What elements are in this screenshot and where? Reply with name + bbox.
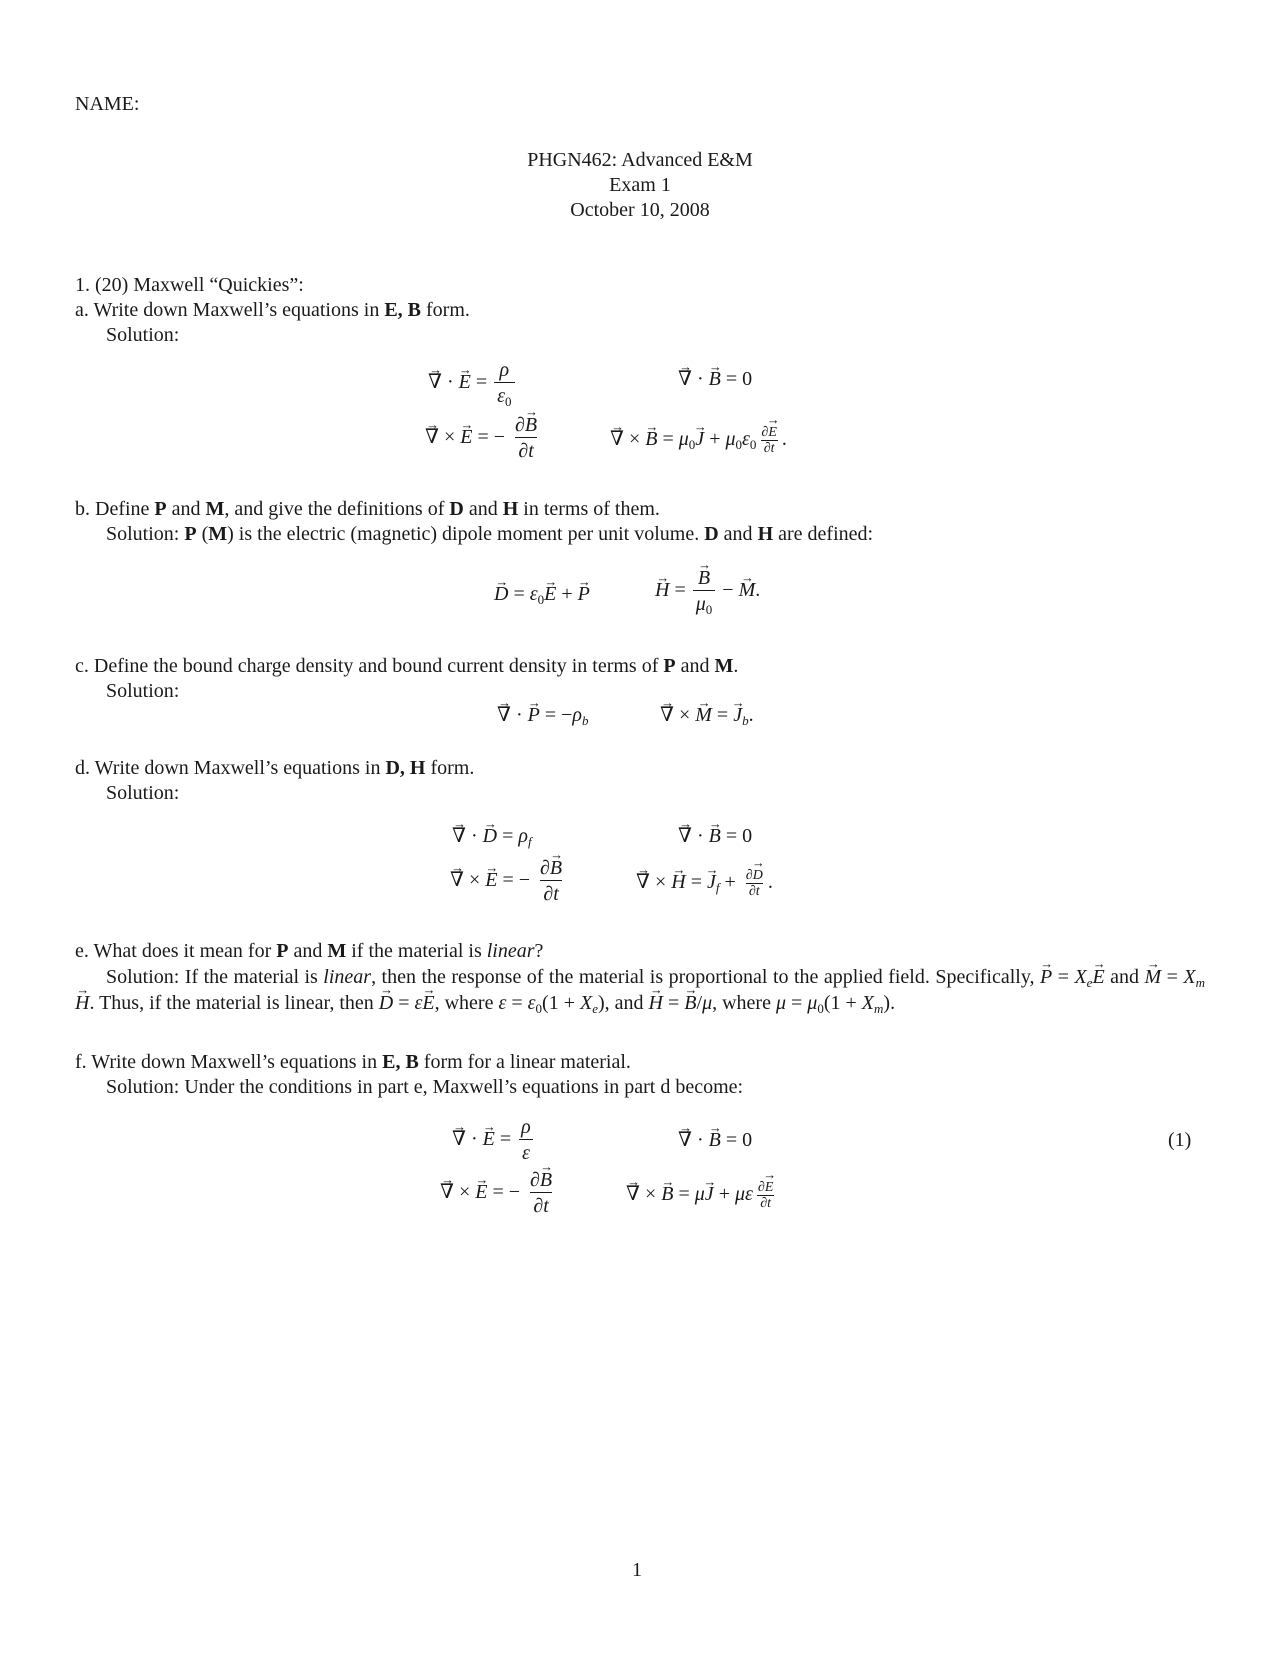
page-number: 1 (632, 1559, 642, 1581)
eq-gauss-b-2: → ∇ · → B = 0 (678, 824, 752, 849)
exam-title: Exam 1 (609, 174, 671, 196)
eq-gauss-e-linear: → ∇ · → E = $\frac{\rho}{\varepsilon}$ (452, 1115, 536, 1166)
equation-number: (1) (1168, 1129, 1192, 1151)
part-f-solution: Solution: Under the conditions in part e, Maxwell’s equations in part d become: (106, 1076, 744, 1098)
eq-faraday-linear: → ∇ × → E = − $\frac{\partial\to B}{\partial t}$ (440, 1168, 557, 1219)
eq-faraday-2: → ∇ × → E = − $\frac{\partial\to B}{\partial t}$ (450, 856, 567, 907)
part-e-prompt: e. What does it mean for P and M if the material is linear? (75, 940, 544, 962)
eq-faraday: → ∇ × → E = − $\frac{\partial\to B}{\partial t}$ (425, 413, 542, 464)
eq-gauss-b-linear: → ∇ · → B = 0 (678, 1128, 752, 1153)
part-c-prompt: c. Define the bound charge density and bound current density in terms of P and M. (75, 655, 739, 677)
eq-bound-current: → ∇ × → M = → $J_b$. (660, 703, 754, 728)
eq-ampere-linear: → ∇ × → B = μ→ J + με $\frac{\partial\to E}{\partial t}$ (626, 1180, 778, 1211)
part-f-prompt: f. Write down Maxwell’s equations in E, B form for a linear material. (75, 1051, 631, 1073)
part-e-solution: Solution: If the material is linear, then the response of the material is proportional to the applied field. Specifically, → $P = X_e\to E$ and → $M = X_m\to H$. Thus, if the material is linear, then → D = ε→ E, where $\varepsilon = \varepsilon_0(1 + X_e)$, and → H = → B/μ, where $\mu = \mu_0(1 + X_m)$. (75, 964, 1205, 1016)
part-b-prompt: b. Define P and M, and give the definitions of D and H in terms of them. (75, 498, 660, 520)
eq-gauss-e: → ∇ · → E = $\frac{\rho}{\varepsilon_0}$ (428, 358, 517, 409)
eq-ampere-h: → ∇ × → H = → $J_f$ + $\frac{\partial\to D}{\partial t}$ . (636, 868, 773, 899)
title-block (440, 148, 840, 223)
part-a-prompt: a. Write down Maxwell’s equations in E, B form. (75, 299, 470, 321)
eq-gauss-b: → ∇ · → B = 0 (678, 367, 752, 392)
eq-gauss-d: → ∇ · → $D = \rho_f$ (452, 824, 532, 849)
course-title: PHGN462: Advanced E&M (527, 149, 753, 171)
eq-bound-charge: → ∇ · → $P = -\rho_b$ (497, 703, 589, 728)
name-label: NAME: (75, 93, 140, 115)
part-a-solution-label: Solution: (106, 324, 180, 346)
exam-date: October 10, 2008 (570, 199, 710, 221)
problem-heading: 1. (20) Maxwell “Quickies”: (75, 274, 304, 296)
eq-h-definition: → H = → $\frac{B}{\mu_0}$ − → M. (655, 566, 760, 617)
eq-ampere-maxwell: → ∇ × → $B = \mu_0\to J + \mu_0\varepsilon_0$ $\frac{\partial\to E}{\partial t}$ . (610, 425, 787, 456)
part-b-solution: Solution: P (M) is the electric (magnetic) dipole moment per unit volume. D and H are defined: (106, 523, 874, 545)
part-d-prompt: d. Write down Maxwell’s equations in D, H form. (75, 757, 475, 779)
eq-d-definition: → $D = \varepsilon_0\to E$ + → P (494, 582, 590, 607)
part-c-solution-label: Solution: (106, 680, 180, 702)
part-d-solution-label: Solution: (106, 782, 180, 804)
